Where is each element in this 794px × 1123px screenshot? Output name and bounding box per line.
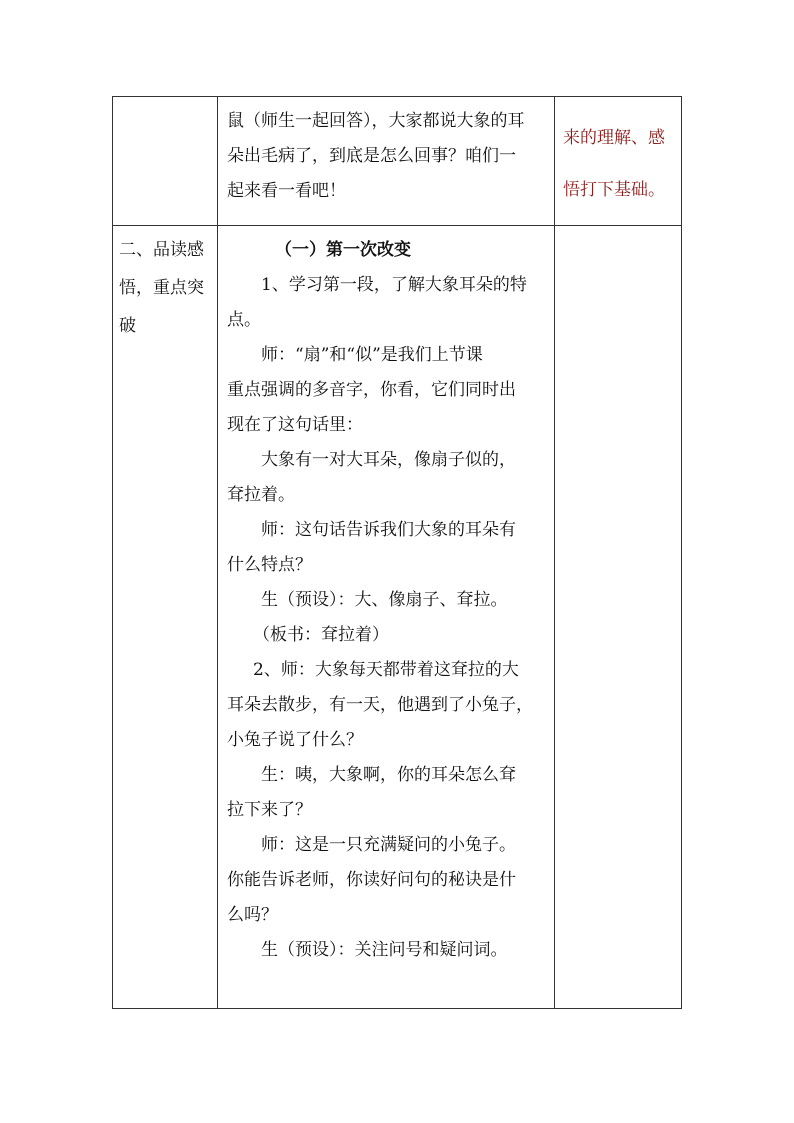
paragraph-line: 你能告诉老师，你读好问句的秘诀是什 [227, 870, 516, 890]
paragraph-line: 什么特点？ [227, 555, 312, 575]
lesson-plan-table [112, 96, 682, 1009]
content-line: 朵出毛病了，到底是怎么回事？咱们一 [227, 146, 516, 166]
content-cell [218, 226, 555, 1009]
paragraph-line: （板书：耷拉着） [253, 625, 389, 645]
paragraph-line: 现在了这句话里： [227, 415, 363, 435]
paragraph-line: 耷拉着。 [227, 485, 295, 505]
stage-cell [113, 226, 218, 1009]
paragraph-line: 师：这句话告诉我们大象的耳朵有 [261, 520, 516, 540]
content-line: 起来看一看吧！ [227, 181, 346, 201]
design-intent-cell [555, 97, 682, 226]
subsection-heading: （一）第一次改变 [275, 240, 411, 260]
paragraph-line: 师：这是一只充满疑问的小兔子。 [261, 835, 516, 855]
table-row [113, 226, 682, 1009]
design-intent-line: 悟打下基础。 [563, 180, 665, 200]
stage-title: 二、品读感 悟，重点突 破 [119, 240, 204, 336]
paragraph-line: 1、学习第一段，了解大象耳朵的特 [261, 275, 527, 295]
content-line: 鼠（师生一起回答），大家都说大象的耳 [227, 111, 525, 131]
paragraph-line: 小兔子说了什么？ [227, 730, 363, 750]
paragraph-line: 拉下来了？ [227, 800, 312, 820]
paragraph-line: 生：咦，大象啊，你的耳朵怎么耷 [261, 765, 516, 785]
design-intent-line: 来的理解、感 [563, 128, 665, 148]
paragraph-line: 耳朵去散步，有一天，他遇到了小兔子， [227, 695, 533, 715]
paragraph-line: 点。 [227, 310, 261, 330]
paragraph-line: 生（预设）：大、像扇子、耷拉。 [261, 590, 508, 610]
table-row [113, 97, 682, 226]
paragraph-line: 生（预设）：关注问号和疑问词。 [261, 940, 508, 960]
paragraph-line: 么吗？ [227, 905, 278, 925]
content-cell [218, 97, 555, 226]
design-intent-cell [555, 226, 682, 1009]
paragraph-line: 2、师：大象每天都带着这耷拉的大 [253, 660, 519, 680]
stage-cell-empty [113, 97, 218, 226]
paragraph-line: 重点强调的多音字，你看，它们同时出 [227, 380, 516, 400]
paragraph-line: 师：“扇”和“似”是我们上节课 [261, 345, 483, 365]
paragraph-line: 大象有一对大耳朵，像扇子似的， [261, 450, 516, 470]
